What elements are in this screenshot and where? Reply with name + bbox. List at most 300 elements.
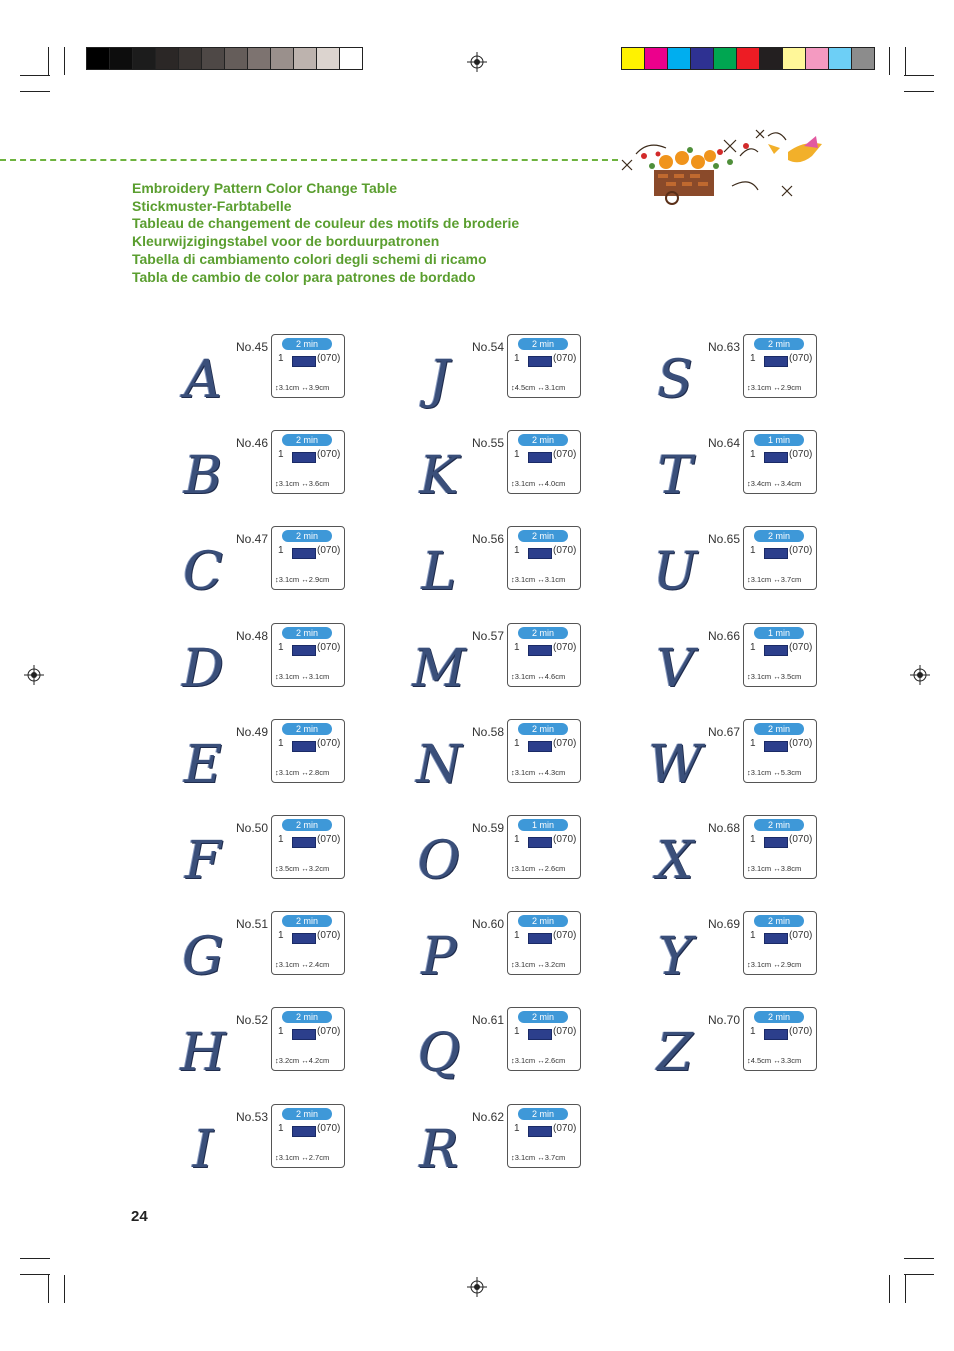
pattern-size [275, 672, 329, 681]
pattern-width: 3.1cm [544, 383, 566, 392]
pattern-entry [158, 1013, 394, 1093]
height-arrow-icon: ↕ [511, 671, 515, 681]
sewing-time-badge: 2 min [518, 627, 568, 639]
thread-color-code: (070) [553, 834, 577, 845]
registration-mark-icon [24, 665, 44, 685]
pattern-number: No.56 [472, 532, 505, 547]
sewing-time-badge: 2 min [754, 915, 804, 927]
color-step-number: 1 [514, 545, 520, 557]
dashed-divider [0, 159, 618, 161]
page-number: 24 [131, 1208, 148, 1225]
thread-color-swatch [764, 741, 788, 752]
color-swatch [340, 48, 362, 69]
color-swatch [806, 48, 829, 69]
pattern-width: 3.7cm [544, 1152, 566, 1162]
pattern-width: 4.6cm [544, 671, 566, 681]
thread-color-swatch [292, 452, 316, 463]
pattern-size [275, 575, 329, 584]
pattern-entry [394, 1110, 630, 1190]
pattern-info-card [743, 334, 817, 398]
pattern-info-card [507, 526, 581, 590]
thread-color-code: (070) [317, 353, 341, 364]
color-step-number: 1 [750, 930, 756, 942]
sewing-time-badge: 2 min [282, 338, 332, 350]
sewing-time-badge: 2 min [518, 1108, 568, 1120]
pattern-number: No.68 [708, 821, 741, 835]
pattern-number: No.51 [236, 917, 269, 932]
pattern-width: 3.3cm [780, 1056, 802, 1066]
pattern-number: No.58 [472, 724, 505, 739]
width-arrow-icon: ↔ [301, 960, 309, 970]
script-letter-f: F [184, 831, 222, 891]
width-arrow-icon: ↔ [301, 575, 309, 585]
height-arrow-icon: ↕ [511, 575, 515, 585]
width-arrow-icon: ↔ [537, 671, 545, 681]
thread-color-code: (070) [317, 930, 341, 942]
script-letter-q: Q [417, 1023, 461, 1084]
pattern-height: 3.1cm [278, 767, 300, 777]
pattern-info-card [271, 430, 345, 494]
color-swatch [714, 48, 737, 69]
width-arrow-icon: ↔ [773, 479, 781, 489]
pattern-size [275, 479, 329, 488]
pattern-info-card [743, 623, 817, 687]
thread-color-swatch [292, 548, 316, 559]
pattern-info-card [507, 623, 581, 687]
color-step-number: 1 [278, 834, 284, 845]
color-swatch [829, 48, 852, 69]
pattern-number: No.67 [708, 724, 741, 739]
sewing-time-badge: 2 min [282, 627, 332, 639]
color-swatch [202, 48, 225, 69]
thread-color-code: (070) [553, 1122, 577, 1134]
pattern-info-card [271, 526, 345, 590]
pattern-info-card [743, 815, 817, 879]
pattern-entry [394, 629, 630, 709]
pattern-info-card [271, 1007, 345, 1071]
width-arrow-icon: ↔ [537, 575, 545, 585]
script-letter-z: Z [656, 1023, 694, 1084]
pattern-number: No.45 [236, 340, 269, 354]
pattern-entry [158, 1110, 394, 1190]
pattern-number: No.50 [236, 821, 269, 835]
pattern-entry [158, 340, 394, 420]
width-arrow-icon: ↔ [301, 671, 309, 681]
sewing-time-badge: 2 min [518, 530, 568, 542]
pattern-height: 3.1cm [514, 1152, 536, 1162]
script-letter-g: G [182, 927, 224, 988]
pattern-size [275, 383, 329, 392]
pattern-width: 2.4cm [308, 960, 330, 970]
pattern-width: 3.9cm [308, 383, 330, 392]
thread-color-code: (070) [317, 449, 341, 461]
sewing-time-badge: 2 min [282, 1108, 332, 1120]
width-arrow-icon: ↔ [301, 1152, 309, 1162]
pattern-height: 3.1cm [278, 671, 300, 681]
pattern-size [275, 1056, 329, 1065]
process-color-calibration-bar [621, 47, 875, 70]
pattern-width: 3.2cm [308, 864, 330, 873]
pattern-width: 5.3cm [780, 767, 802, 777]
pattern-height: 3.1cm [750, 864, 772, 873]
sewing-time-badge: 2 min [282, 723, 332, 735]
color-step-number: 1 [514, 834, 520, 845]
thread-color-code: (070) [317, 834, 341, 845]
pattern-info-card [271, 623, 345, 687]
pattern-number: No.66 [708, 628, 741, 643]
pattern-entry [158, 725, 394, 805]
pattern-height: 3.1cm [750, 383, 772, 392]
height-arrow-icon: ↕ [511, 383, 515, 392]
pattern-size [275, 960, 329, 969]
height-arrow-icon: ↕ [275, 1056, 279, 1066]
pattern-info-card [271, 911, 345, 975]
sewing-time-badge: 2 min [282, 819, 332, 831]
thread-color-code: (070) [789, 353, 813, 364]
script-letter-x: X [656, 831, 694, 891]
thread-color-code: (070) [789, 737, 813, 749]
pattern-height: 3.1cm [750, 575, 772, 585]
thread-color-swatch [292, 645, 316, 656]
pattern-size [511, 575, 565, 584]
thread-color-code: (070) [317, 641, 341, 653]
thread-color-code: (070) [789, 1026, 813, 1038]
pattern-info-card [271, 815, 345, 879]
pattern-entry [394, 821, 630, 901]
pattern-number: No.49 [236, 724, 269, 739]
color-step-number: 1 [514, 930, 520, 942]
color-step-number: 1 [514, 641, 520, 653]
width-arrow-icon: ↔ [773, 575, 781, 585]
pattern-height: 4.5cm [514, 383, 536, 392]
thread-color-swatch [528, 837, 552, 848]
color-swatch [645, 48, 668, 69]
pattern-entry [394, 1013, 630, 1093]
color-swatch [317, 48, 340, 69]
color-swatch [156, 48, 179, 69]
pattern-number: No.70 [708, 1013, 741, 1028]
width-arrow-icon: ↔ [301, 864, 309, 873]
color-step-number: 1 [514, 449, 520, 461]
pattern-height: 3.1cm [514, 671, 536, 681]
script-letter-k: K [419, 446, 459, 507]
thread-color-code: (070) [789, 930, 813, 942]
pattern-width: 3.8cm [780, 864, 802, 873]
script-letter-h: H [180, 1023, 226, 1084]
grayscale-calibration-bar [86, 47, 363, 70]
thread-color-swatch [764, 837, 788, 848]
thread-color-code: (070) [789, 834, 813, 845]
color-step-number: 1 [750, 834, 756, 845]
pattern-size [747, 768, 801, 777]
pattern-width: 3.4cm [780, 479, 802, 489]
sewing-time-badge: 1 min [518, 819, 568, 831]
width-arrow-icon: ↔ [537, 767, 545, 777]
thread-color-swatch [528, 741, 552, 752]
color-swatch [622, 48, 645, 69]
script-letter-n: N [416, 734, 462, 795]
script-letter-r: R [419, 1119, 459, 1180]
width-arrow-icon: ↔ [537, 864, 545, 873]
color-swatch [737, 48, 760, 69]
pattern-width: 2.6cm [544, 864, 566, 873]
color-step-number: 1 [278, 641, 284, 653]
height-arrow-icon: ↕ [275, 671, 279, 681]
color-swatch [691, 48, 714, 69]
pattern-width: 3.6cm [308, 479, 330, 489]
pattern-height: 3.1cm [514, 1056, 536, 1066]
pattern-entry [158, 821, 394, 901]
pattern-entry [630, 436, 866, 516]
height-arrow-icon: ↕ [275, 767, 279, 777]
pattern-size [511, 383, 565, 392]
pattern-number: No.55 [472, 436, 505, 451]
pattern-size [747, 383, 801, 392]
thread-color-swatch [764, 548, 788, 559]
pattern-size [747, 479, 801, 488]
pattern-number: No.52 [236, 1013, 269, 1028]
pattern-size [275, 864, 329, 873]
pattern-size [747, 1056, 801, 1065]
color-step-number: 1 [278, 930, 284, 942]
pattern-height: 3.1cm [278, 1152, 300, 1162]
pattern-number: No.46 [236, 436, 269, 451]
color-step-number: 1 [750, 545, 756, 557]
color-swatch [271, 48, 294, 69]
sewing-time-badge: 2 min [282, 915, 332, 927]
height-arrow-icon: ↕ [747, 479, 751, 489]
title-english: Embroidery Pattern Color Change Table [132, 180, 398, 196]
script-letter-e: E [184, 734, 222, 795]
pattern-size [511, 672, 565, 681]
thread-color-code: (070) [553, 641, 577, 653]
color-step-number: 1 [514, 1122, 520, 1134]
pattern-entry [394, 340, 630, 420]
pattern-info-card [743, 911, 817, 975]
pattern-info-card [743, 526, 817, 590]
pattern-info-card [507, 1007, 581, 1071]
pattern-width: 4.0cm [544, 479, 566, 489]
pattern-entry [630, 340, 866, 420]
thread-color-swatch [292, 741, 316, 752]
pattern-entry [158, 532, 394, 612]
thread-color-swatch [528, 645, 552, 656]
sewing-time-badge: 2 min [754, 819, 804, 831]
width-arrow-icon: ↔ [537, 1152, 545, 1162]
thread-color-code: (070) [553, 353, 577, 364]
thread-color-swatch [764, 452, 788, 463]
pattern-number: No.60 [472, 917, 505, 932]
thread-color-swatch [292, 1126, 316, 1137]
width-arrow-icon: ↔ [537, 960, 545, 970]
sewing-time-badge: 2 min [518, 723, 568, 735]
color-step-number: 1 [514, 1026, 520, 1038]
width-arrow-icon: ↔ [773, 864, 781, 873]
sewing-time-badge: 2 min [754, 338, 804, 350]
pattern-entry [394, 436, 630, 516]
width-arrow-icon: ↔ [301, 767, 309, 777]
height-arrow-icon: ↕ [275, 575, 279, 585]
pattern-size [747, 960, 801, 969]
pattern-entry [630, 917, 866, 997]
pattern-height: 3.2cm [278, 1056, 300, 1066]
color-step-number: 1 [278, 353, 284, 364]
color-swatch [783, 48, 806, 69]
pattern-entry [394, 725, 630, 805]
height-arrow-icon: ↕ [511, 864, 515, 873]
registration-mark-icon [467, 52, 487, 72]
pattern-info-card [507, 1104, 581, 1168]
color-swatch [179, 48, 202, 69]
thread-color-swatch [764, 1029, 788, 1040]
thread-color-code: (070) [553, 449, 577, 461]
registration-mark-icon [910, 665, 930, 685]
height-arrow-icon: ↕ [511, 1056, 515, 1066]
pattern-size [747, 864, 801, 873]
pattern-info-card [507, 911, 581, 975]
pattern-entry [158, 629, 394, 709]
color-swatch [248, 48, 271, 69]
sewing-time-badge: 2 min [754, 723, 804, 735]
thread-color-code: (070) [789, 545, 813, 557]
thread-color-code: (070) [789, 449, 813, 461]
width-arrow-icon: ↔ [773, 767, 781, 777]
pattern-info-card [271, 719, 345, 783]
title-french: Tableau de changement de couleur des motifs de broderie [132, 215, 520, 231]
width-arrow-icon: ↔ [301, 1056, 309, 1066]
color-step-number: 1 [278, 545, 284, 557]
pattern-entry [630, 629, 866, 709]
pattern-width: 3.2cm [544, 960, 566, 970]
pattern-entry [630, 1013, 866, 1093]
thread-color-code: (070) [317, 1122, 341, 1134]
pattern-width: 2.9cm [780, 960, 802, 970]
thread-color-code: (070) [789, 641, 813, 653]
width-arrow-icon: ↔ [773, 960, 781, 970]
height-arrow-icon: ↕ [275, 960, 279, 970]
thread-color-code: (070) [553, 545, 577, 557]
sewing-time-badge: 2 min [282, 530, 332, 542]
color-swatch [668, 48, 691, 69]
pattern-entry [630, 532, 866, 612]
pattern-info-card [507, 334, 581, 398]
script-letter-p: P [421, 927, 457, 988]
height-arrow-icon: ↕ [747, 864, 751, 873]
color-swatch [225, 48, 248, 69]
sewing-time-badge: 2 min [518, 1011, 568, 1023]
pattern-entry [158, 917, 394, 997]
width-arrow-icon: ↔ [537, 1056, 545, 1066]
pattern-width: 2.8cm [308, 767, 330, 777]
height-arrow-icon: ↕ [747, 960, 751, 970]
pattern-entry [394, 917, 630, 997]
pattern-width: 4.3cm [544, 767, 566, 777]
sewing-time-badge: 1 min [754, 627, 804, 639]
pattern-width: 3.1cm [544, 575, 566, 585]
height-arrow-icon: ↕ [275, 1152, 279, 1162]
pattern-info-card [271, 334, 345, 398]
pattern-entry [158, 436, 394, 516]
pattern-width: 3.1cm [308, 671, 330, 681]
script-letter-b: B [183, 446, 223, 507]
width-arrow-icon: ↔ [301, 479, 309, 489]
script-letter-a: A [184, 350, 222, 410]
pattern-size [747, 672, 801, 681]
cross-stitch-basket-icon [618, 126, 828, 208]
pattern-height: 3.1cm [514, 479, 536, 489]
pattern-size [275, 1153, 329, 1162]
height-arrow-icon: ↕ [511, 479, 515, 489]
pattern-height: 3.1cm [750, 767, 772, 777]
sewing-time-badge: 2 min [282, 434, 332, 446]
pattern-height: 3.5cm [278, 864, 300, 873]
pattern-size [511, 1056, 565, 1065]
script-letter-j: J [428, 350, 450, 410]
color-step-number: 1 [278, 1026, 284, 1038]
width-arrow-icon: ↔ [773, 671, 781, 681]
width-arrow-icon: ↔ [301, 383, 309, 392]
width-arrow-icon: ↔ [537, 479, 545, 489]
sewing-time-badge: 2 min [754, 530, 804, 542]
color-step-number: 1 [278, 737, 284, 749]
pattern-number: No.62 [472, 1109, 505, 1124]
pattern-height: 3.1cm [514, 864, 536, 873]
title-spanish: Tabla de cambio de color para patrones de bordado [132, 269, 476, 285]
pattern-info-card [743, 430, 817, 494]
sewing-time-badge: 2 min [518, 338, 568, 350]
pattern-entry [630, 725, 866, 805]
pattern-height: 3.4cm [750, 479, 772, 489]
height-arrow-icon: ↕ [747, 383, 751, 392]
thread-color-swatch [528, 356, 552, 367]
pattern-number: No.64 [708, 436, 741, 451]
width-arrow-icon: ↔ [773, 383, 781, 392]
pattern-height: 4.5cm [750, 1056, 772, 1066]
pattern-number: No.65 [708, 532, 741, 547]
pattern-height: 3.1cm [750, 960, 772, 970]
pattern-width: 3.5cm [780, 671, 802, 681]
thread-color-swatch [292, 933, 316, 944]
height-arrow-icon: ↕ [275, 479, 279, 489]
script-letter-i: I [192, 1119, 214, 1180]
script-letter-u: U [653, 542, 697, 603]
pattern-height: 3.1cm [514, 960, 536, 970]
color-step-number: 1 [750, 1026, 756, 1038]
height-arrow-icon: ↕ [511, 1152, 515, 1162]
thread-color-code: (070) [553, 930, 577, 942]
pattern-width: 2.7cm [308, 1152, 330, 1162]
pattern-number: No.47 [236, 532, 269, 547]
pattern-width: 2.6cm [544, 1056, 566, 1066]
color-swatch [87, 48, 110, 69]
pattern-info-card [743, 719, 817, 783]
thread-color-swatch [764, 356, 788, 367]
pattern-info-card [743, 1007, 817, 1071]
pattern-width: 2.9cm [308, 575, 330, 585]
thread-color-swatch [528, 1029, 552, 1040]
script-letter-s: S [657, 350, 693, 410]
height-arrow-icon: ↕ [511, 767, 515, 777]
pattern-width: 3.7cm [780, 575, 802, 585]
pattern-entry [394, 532, 630, 612]
script-letter-d: D [182, 638, 224, 699]
thread-color-swatch [292, 1029, 316, 1040]
pattern-number: No.63 [708, 340, 741, 354]
pattern-height: 3.1cm [514, 767, 536, 777]
thread-color-swatch [528, 933, 552, 944]
thread-color-swatch [528, 1126, 552, 1137]
pattern-size [275, 768, 329, 777]
